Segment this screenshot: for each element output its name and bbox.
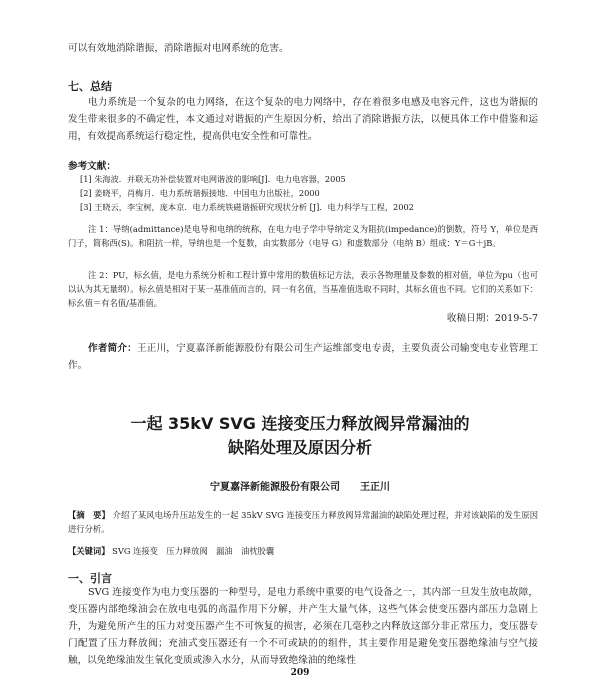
reference-item: [1] 朱海波．并联无功补偿装置对电网谐波的影响[J]．电力电容器，2005	[80, 174, 346, 184]
references-heading: 参考文献：	[68, 161, 116, 172]
abstract	[68, 508, 538, 536]
page-number: 209	[290, 668, 310, 678]
article-title-line-1: 一起 35kV SVG 连接变压力释放阀异常漏油的	[130, 414, 470, 433]
keywords-text: SVG 连接变 压力释放阀 漏油 油枕胶囊	[112, 546, 275, 556]
section-1-body: SVG 连接变作为电力变压器的一种型号，是电力系统中重要的电气设备之一，其内部一旦发生放电故障，变压器内部绝缘油会在放电电弧的高温作用下分解，并产生大量气体，这些气体会使变压器内部压力急剧上升，为避免所产生的压力对变压器产生不可恢复的损害，必须在几毫秒之内释放这部分非正常压力，变压器专门配置了压力释放阀；充油式变压器还有一个不可或缺的的组件，其主要作用是避免变压器绝缘油与空气接触，以免绝缘油发生氧化变质或渗入水分，从而导致绝缘油的绝缘性	[68, 587, 538, 666]
reference-item: [2] 姜晓平，肖梅月．电力系统谐振接地．中国电力出版社，2000	[80, 188, 320, 198]
keywords-label: 【关键词】	[68, 546, 110, 556]
abstract-text: 介绍了某风电场升压站发生的一起 35kV SVG 连接变压力释放阀异常漏油的缺陷处理过程，并对该缺陷的发生原因进行分析。	[68, 510, 538, 534]
note-2: 注 2：PU，标幺值，是电力系统分析和工程计算中常用的数值标记方法，表示各物理量及参数的相对值，单位为pu（也可以认为其无量纲）。标幺值是相对于某一基准值而言的，同一有名值，当基准值选取不同时，其标幺值也不同。它们的关系如下：标幺值＝有名值/基准值。	[68, 270, 538, 308]
reference-list	[68, 172, 538, 214]
keywords	[68, 544, 538, 558]
article-author: 宁夏嘉泽新能源股份有限公司 王正川	[210, 482, 390, 493]
reference-item: [3] 王晓云，李宝树，庞本京．电力系统铁磁谐振研究现状分析 [J]．电力科学与工程，2002	[80, 202, 414, 212]
conclusion-body: 电力系统是一个复杂的电力网络，在这个复杂的电力网络中，存在着很多电感及电容元件，这也为谐振的发生带来很多的不确定性，本文通过对谐振的产生原因分析，给出了消除谐振方法，以便具体工作中借鉴和运用，有效提高系统运行稳定性，提高供电安全性和可靠性。	[68, 97, 538, 142]
conclusion-heading: 七、总结	[68, 80, 112, 93]
abstract-label: 【摘 要】	[68, 510, 110, 520]
author-bio-text: 王正川，宁夏嘉泽新能源股份有限公司生产运维部变电专责，主要负责公司输变电专业管理工作。	[68, 343, 539, 371]
article-title-line-2: 缺陷处理及原因分析	[227, 438, 372, 457]
author-bio-label: 作者简介：	[88, 343, 137, 354]
received-date: 收稿日期：2019-5-7	[446, 313, 538, 324]
intro-tail: 可以有效地消除谐振，消除谐振对电网系统的危害。	[68, 43, 289, 54]
section-1-heading: 一、引言	[68, 572, 112, 585]
author-bio	[68, 340, 538, 374]
note-1: 注 1：导纳(admittance)是电导和电纳的统称，在电力电子学中导纳定义为阻抗(impedance)的倒数，符号 Y，单位是西门子，简称西(S)。和阻抗一样，导纳也是一个复数，由实数部分（电导 G）和虚数部分（电纳 B）组成：Y＝G＋jB。	[68, 224, 538, 248]
